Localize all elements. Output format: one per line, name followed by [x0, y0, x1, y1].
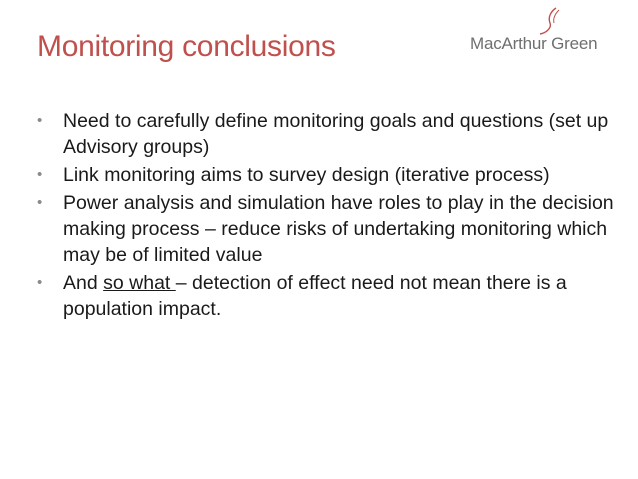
bullet-text-prefix: And — [63, 272, 104, 294]
logo-swirl-icon — [536, 6, 564, 36]
slide-title: Monitoring conclusions — [37, 30, 336, 63]
bullet-dot: • — [37, 274, 43, 291]
bullet-text: Power analysis and simulation have roles to play in the decision making process – reduce risks of undertaking monitoring which may be of limited value — [63, 192, 614, 266]
bullet-dot: • — [37, 194, 43, 211]
bullet-text-suffix: – detection of effect need not mean there is a population impact. — [63, 272, 567, 320]
logo-text: MacArthur Green — [470, 34, 598, 53]
list-item — [37, 190, 622, 268]
bullet-text: Link monitoring aims to survey design (iterative process) — [63, 164, 550, 186]
bullet-list — [37, 108, 622, 324]
bullet-text: Need to carefully define monitoring goals and questions (set up Advisory groups) — [63, 110, 609, 158]
bullet-dot: • — [37, 112, 43, 129]
bullet-dot: • — [37, 166, 43, 183]
list-item — [37, 162, 622, 188]
company-logo — [468, 6, 618, 58]
bullet-text-underlined: so what — [103, 272, 176, 294]
list-item — [37, 270, 622, 322]
list-item — [37, 108, 622, 160]
